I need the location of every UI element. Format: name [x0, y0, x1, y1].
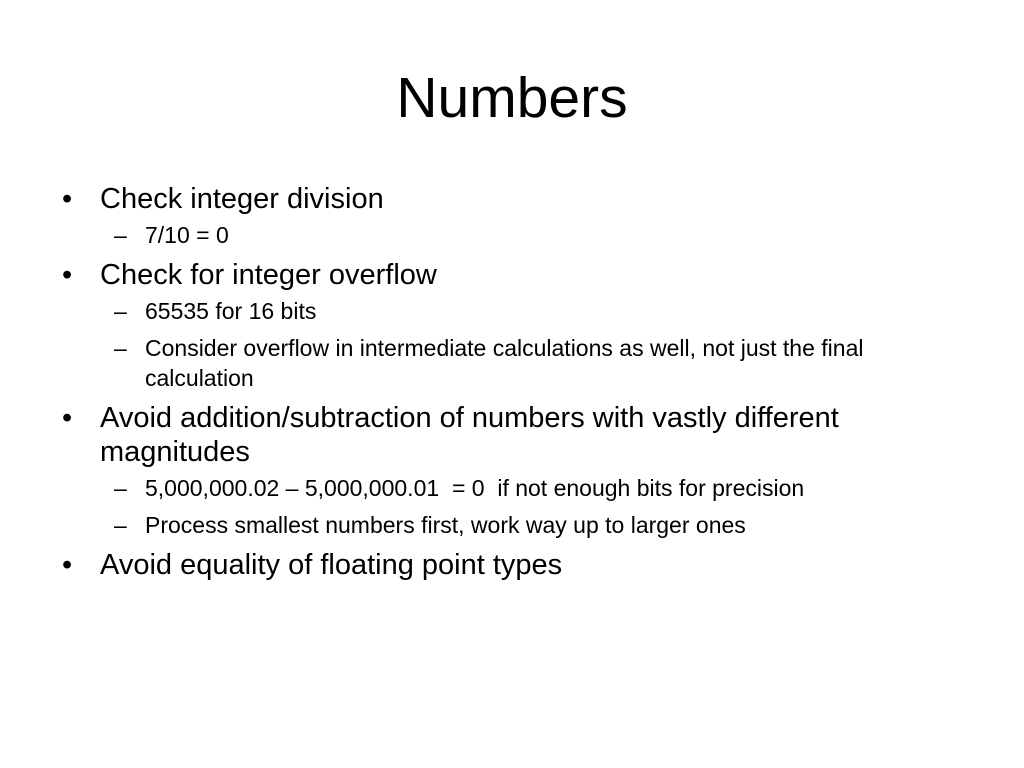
sub-list — [56, 220, 976, 250]
slide-title: Numbers — [396, 66, 628, 130]
sub-item — [56, 296, 976, 326]
sub-text: 5,000,000.02 – 5,000,000.01 = 0 if not enough bits for precision — [145, 475, 805, 501]
bullet-marker: • — [62, 183, 73, 215]
bullet-item — [56, 548, 976, 582]
bullet-marker: • — [62, 259, 73, 291]
sub-text: 7/10 = 0 — [145, 222, 229, 248]
sub-item — [56, 333, 976, 393]
sub-item — [56, 220, 976, 250]
sub-marker: – — [114, 512, 127, 538]
sub-marker: – — [114, 475, 127, 501]
sub-text: Process smallest numbers first, work way up to larger ones — [145, 512, 746, 538]
sub-text: Consider overflow in intermediate calculations as well, not just the final calculation — [145, 335, 870, 391]
sub-list — [56, 473, 976, 540]
bullet-marker: • — [62, 402, 73, 434]
sub-marker: – — [114, 222, 127, 248]
bullet-text: Check integer division — [100, 183, 384, 215]
sub-list — [56, 296, 976, 393]
bullet-text: Check for integer overflow — [100, 259, 437, 291]
bullet-text: Avoid equality of floating point types — [100, 549, 563, 581]
bullet-item — [56, 401, 976, 469]
bullet-list — [56, 182, 976, 586]
bullet-marker: • — [62, 549, 73, 581]
sub-text: 65535 for 16 bits — [145, 298, 317, 324]
bullet-item — [56, 258, 976, 292]
bullet-text: Avoid addition/subtraction of numbers with vastly different magnitudes — [100, 402, 847, 468]
sub-marker: – — [114, 298, 127, 324]
sub-item — [56, 473, 976, 503]
sub-item — [56, 510, 976, 540]
bullet-item — [56, 182, 976, 216]
sub-marker: – — [114, 335, 127, 361]
